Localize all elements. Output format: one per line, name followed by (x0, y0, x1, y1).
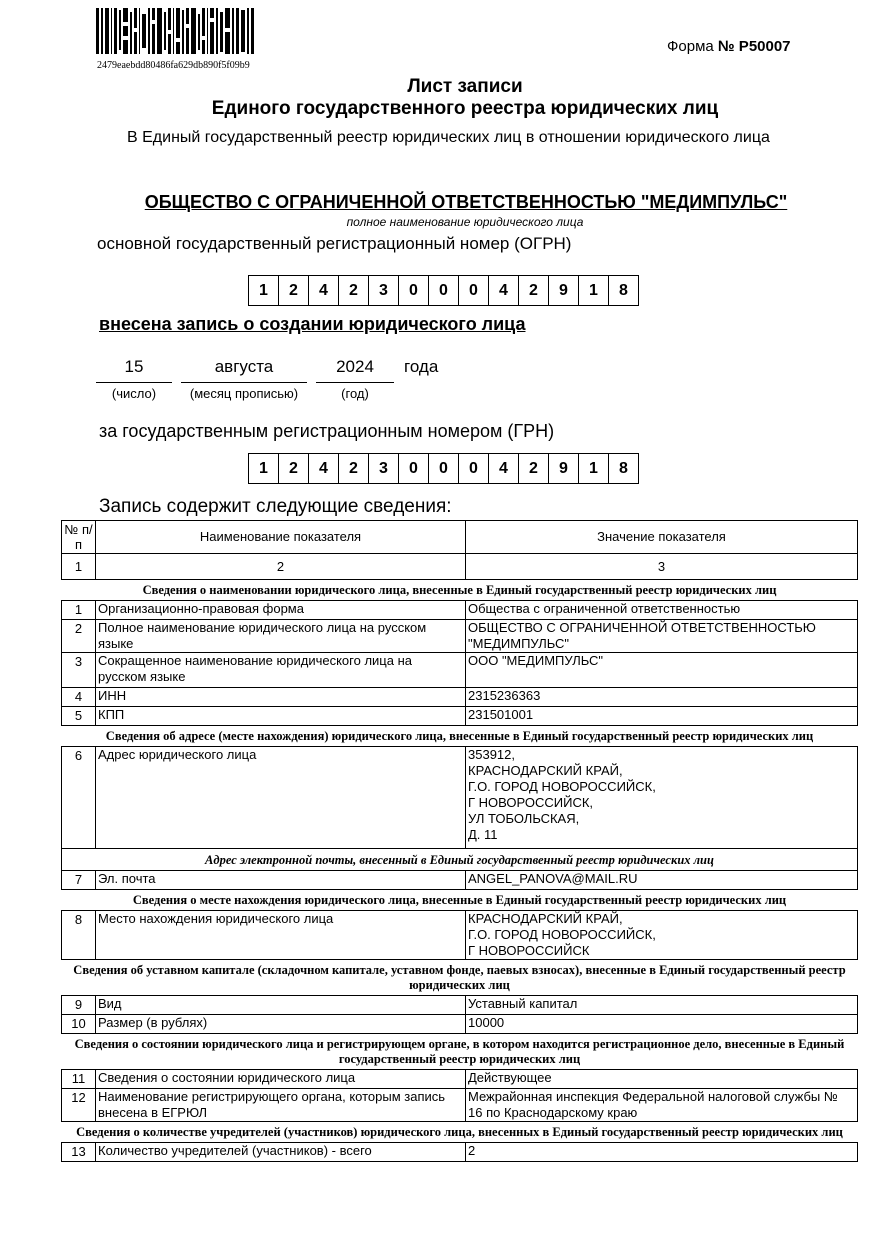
grn-digit: 2 (278, 453, 309, 484)
row-number: 10 (62, 1015, 96, 1034)
address-line: 353912, (468, 747, 515, 762)
row-name: Наименование регистрирующего органа, которым запись внесена в ЕГРЮЛ (96, 1089, 466, 1122)
ogrn-digit: 2 (278, 275, 309, 306)
header-indicator-value: Значение показателя (466, 521, 858, 554)
ogrn-digit: 2 (518, 275, 549, 306)
row-number: 4 (62, 688, 96, 707)
form-code: № Р50007 (717, 38, 791, 55)
row-value: 10000 (466, 1015, 858, 1034)
table-row (62, 688, 858, 707)
section-title: Сведения о количестве учредителей (участников) юридического лица, внесенных в Единый государственный реестр юридических лиц (62, 1122, 858, 1143)
ogrn-digit: 2 (338, 275, 369, 306)
header-indicator-name: Наименование показателя (96, 521, 466, 554)
table-row (62, 911, 858, 960)
subsection-row (62, 849, 858, 871)
grn-digit-boxes (248, 453, 638, 484)
row-name: Сокращенное наименование юридического лица на русском языке (96, 653, 466, 688)
address-line: Г.О. ГОРОД НОВОРОССИЙСК, (468, 779, 656, 794)
table-index-row (62, 554, 858, 580)
row-value: Общества с ограниченной ответственностью (466, 601, 858, 620)
ogrn-label: основной государственный регистрационный номер (ОГРН) (97, 234, 572, 253)
index-col-2: 2 (96, 554, 466, 580)
row-value: 2 (466, 1143, 858, 1162)
date-month-line (181, 382, 307, 383)
section-title: Сведения об адресе (месте нахождения) юридического лица, внесенные в Единый государственный реестр юридических лиц (62, 726, 858, 747)
row-name: Место нахождения юридического лица (96, 911, 466, 960)
row-name: Адрес юридического лица (96, 747, 466, 849)
table-row (62, 707, 858, 726)
table-row (62, 871, 858, 890)
row-number: 3 (62, 653, 96, 688)
row-number: 13 (62, 1143, 96, 1162)
location-line: КРАСНОДАРСКИЙ КРАЙ, (468, 911, 623, 926)
form-number (667, 38, 791, 55)
section-row (62, 1034, 858, 1070)
row-name: Полное наименование юридического лица на русском языке (96, 620, 466, 653)
row-number: 12 (62, 1089, 96, 1122)
date-month: августа (214, 357, 274, 376)
date-month-caption: (месяц прописью) (189, 386, 299, 401)
row-number: 1 (62, 601, 96, 620)
document-title: Лист записи (407, 76, 523, 97)
contents-label: Запись содержит следующие сведения: (99, 496, 452, 517)
grn-digit: 4 (488, 453, 519, 484)
barcode-image (96, 8, 254, 54)
date-day-caption: (число) (111, 386, 157, 401)
section-row (62, 726, 858, 747)
section-title: Сведения о месте нахождения юридического лица, внесенные в Единый государственный реестр юридических лиц (62, 890, 858, 911)
row-number: 9 (62, 996, 96, 1015)
row-value: ANGEL_PANOVA@MAIL.RU (466, 871, 858, 890)
table-row (62, 1015, 858, 1034)
address-line: Г НОВОРОССИЙСК, (468, 795, 594, 810)
location-line: Г.О. ГОРОД НОВОРОССИЙСК, (468, 927, 656, 942)
ogrn-digit: 0 (398, 275, 429, 306)
row-number: 6 (62, 747, 96, 849)
section-row (62, 1122, 858, 1143)
grn-label: за государственным регистрационным номером (ГРН) (99, 421, 555, 441)
row-name: Вид (96, 996, 466, 1015)
row-value (466, 747, 858, 849)
organization-name-caption: полное наименование юридического лица (346, 215, 584, 229)
record-details-table (61, 520, 858, 1162)
date-year-caption: (год) (341, 386, 369, 401)
organization-full-name: ОБЩЕСТВО С ОГРАНИЧЕННОЙ ОТВЕТСТВЕННОСТЬЮ "МЕДИМПУЛЬС" (144, 192, 788, 212)
row-name: Сведения о состоянии юридического лица (96, 1070, 466, 1089)
table-header-row (62, 521, 858, 554)
ogrn-digit-boxes (248, 275, 638, 306)
section-title: Сведения об уставном капитале (складочном капитале, уставном фонде, паевых взносах), внесенные в Единый государственный реестр юридических лиц (62, 960, 858, 996)
row-name: Размер (в рублях) (96, 1015, 466, 1034)
date-suffix: года (404, 357, 439, 376)
grn-digit: 8 (608, 453, 639, 484)
row-name: Организационно-правовая форма (96, 601, 466, 620)
row-value: 231501001 (466, 707, 858, 726)
grn-digit: 1 (578, 453, 609, 484)
location-line: Г НОВОРОССИЙСК (468, 943, 590, 958)
row-number: 8 (62, 911, 96, 960)
row-name: КПП (96, 707, 466, 726)
section-title: Сведения о наименовании юридического лица, внесенные в Единый государственный реестр юридических лиц (62, 580, 858, 601)
date-day-line (96, 382, 172, 383)
record-type-text: внесена запись о создании юридического лица (99, 314, 526, 334)
row-value (466, 911, 858, 960)
subsection-title: Адрес электронной почты, внесенный в Единый государственный реестр юридических лиц (62, 849, 858, 871)
grn-digit: 9 (548, 453, 579, 484)
section-row (62, 960, 858, 996)
row-number: 11 (62, 1070, 96, 1089)
ogrn-digit: 1 (578, 275, 609, 306)
section-title: Сведения о состоянии юридического лица и регистрирующем органе, в котором находится регистрационное дело, внесенные в Единый государственный реестр юридических лиц (62, 1034, 858, 1070)
address-line: Д. 11 (468, 827, 498, 842)
grn-digit: 2 (338, 453, 369, 484)
table-row (62, 1143, 858, 1162)
row-value: 2315236363 (466, 688, 858, 707)
ogrn-digit: 4 (488, 275, 519, 306)
index-col-1: 1 (62, 554, 96, 580)
address-line: УЛ ТОБОЛЬСКАЯ, (468, 811, 580, 826)
table-row (62, 996, 858, 1015)
ogrn-digit: 1 (248, 275, 279, 306)
row-value: ООО "МЕДИМПУЛЬС" (466, 653, 858, 688)
intro-text: В Единый государственный реестр юридических лиц в отношении юридического лица (127, 129, 770, 146)
section-row (62, 580, 858, 601)
row-value: Уставный капитал (466, 996, 858, 1015)
row-value: Действующее (466, 1070, 858, 1089)
row-value: Межрайонная инспекция Федеральной налоговой службы № 16 по Краснодарскому краю (466, 1089, 858, 1122)
header-number: № п/п (62, 521, 96, 554)
row-name: Эл. почта (96, 871, 466, 890)
table-row (62, 747, 858, 849)
row-number: 7 (62, 871, 96, 890)
table-row (62, 653, 858, 688)
section-row (62, 890, 858, 911)
row-name: ИНН (96, 688, 466, 707)
date-year-line (316, 382, 394, 383)
grn-digit: 4 (308, 453, 339, 484)
table-row (62, 1070, 858, 1089)
grn-digit: 2 (518, 453, 549, 484)
barcode-number: 2479eaebdd80486fa629db890f5f09b9 (97, 60, 250, 71)
grn-digit: 0 (398, 453, 429, 484)
table-row (62, 620, 858, 653)
grn-digit: 1 (248, 453, 279, 484)
ogrn-digit: 3 (368, 275, 399, 306)
row-value: ОБЩЕСТВО С ОГРАНИЧЕННОЙ ОТВЕТСТВЕННОСТЬЮ "МЕДИМПУЛЬС" (466, 620, 858, 653)
ogrn-digit: 9 (548, 275, 579, 306)
ogrn-digit: 0 (428, 275, 459, 306)
ogrn-digit: 0 (458, 275, 489, 306)
row-name: Количество учредителей (участников) - всего (96, 1143, 466, 1162)
document-subtitle: Единого государственного реестра юридических лиц (211, 98, 719, 119)
grn-digit: 0 (428, 453, 459, 484)
address-line: КРАСНОДАРСКИЙ КРАЙ, (468, 763, 623, 778)
grn-digit: 0 (458, 453, 489, 484)
grn-digit: 3 (368, 453, 399, 484)
date-year: 2024 (336, 357, 374, 376)
ogrn-digit: 4 (308, 275, 339, 306)
table-row (62, 1089, 858, 1122)
row-number: 5 (62, 707, 96, 726)
table-row (62, 601, 858, 620)
date-day: 15 (124, 357, 144, 376)
ogrn-digit: 8 (608, 275, 639, 306)
form-prefix: Форма (667, 38, 714, 55)
index-col-3: 3 (466, 554, 858, 580)
row-number: 2 (62, 620, 96, 653)
